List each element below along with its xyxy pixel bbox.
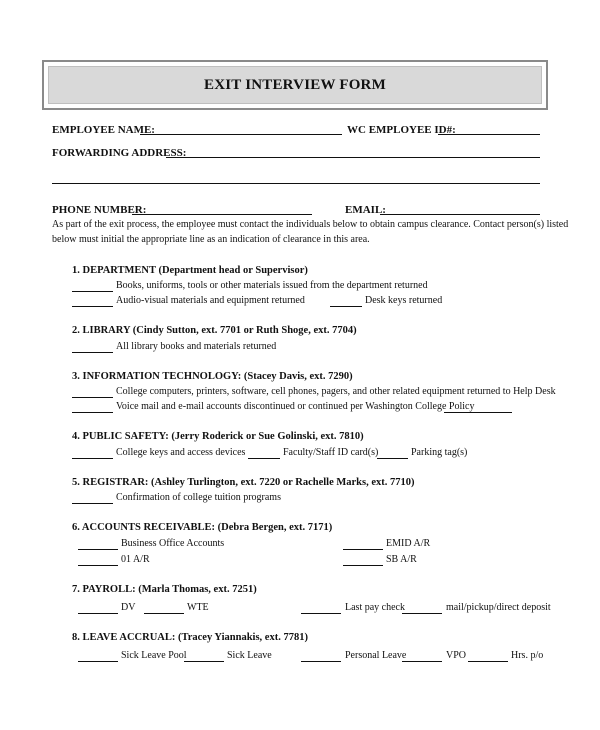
- public-safety-initial-line-1[interactable]: [72, 458, 113, 459]
- email-field[interactable]: [380, 214, 540, 215]
- department-initial-line-3[interactable]: [330, 306, 362, 307]
- registrar-heading: 5. REGISTRAR: (Ashley Turlington, ext. 7220 or Rachelle Marks, ext. 7710): [72, 477, 415, 488]
- department-initial-line-1[interactable]: [72, 291, 113, 292]
- phone-number-label: PHONE NUMBER:: [52, 204, 147, 216]
- it-heading: 3. INFORMATION TECHNOLOGY: (Stacey Davis, ext. 7290): [72, 371, 353, 382]
- department-item-3: Desk keys returned: [365, 295, 443, 306]
- payroll-initial-line-3[interactable]: [301, 613, 341, 614]
- forwarding-address-label: FORWARDING ADDRESS:: [52, 147, 187, 159]
- phone-number-field[interactable]: [132, 214, 312, 215]
- it-item-2: Voice mail and e-mail accounts discontinued or continued per Washington College Policy: [116, 401, 475, 412]
- instructions-line-2: below must initial the appropriate line as an indication of clearance in this area.: [52, 234, 370, 245]
- leave-item-1: Sick Leave Pool: [121, 650, 187, 661]
- wc-employee-id-label: WC EMPLOYEE ID#:: [347, 124, 456, 136]
- department-heading: 1. DEPARTMENT (Department head or Supervisor): [72, 265, 308, 276]
- accounts-item-1: Business Office Accounts: [121, 538, 225, 549]
- accounts-item-2: EMID A/R: [386, 538, 431, 549]
- it-initial-line-1[interactable]: [72, 397, 113, 398]
- payroll-item-3: Last pay check: [345, 602, 405, 613]
- leave-item-4: VPO: [446, 650, 467, 661]
- department-item-1: Books, uniforms, tools or other materials issued from the department returned: [116, 280, 428, 291]
- leave-initial-line-3[interactable]: [301, 661, 341, 662]
- leave-initial-line-2[interactable]: [184, 661, 224, 662]
- payroll-initial-line-4[interactable]: [402, 613, 442, 614]
- leave-heading: 8. LEAVE ACCRUAL: (Tracey Yiannakis, ext. 7781): [72, 632, 308, 643]
- public-safety-item-3: Parking tag(s): [411, 447, 468, 458]
- registrar-initial-line-1[interactable]: [72, 503, 113, 504]
- payroll-heading: 7. PAYROLL: (Marla Thomas, ext. 7251): [72, 584, 257, 595]
- public-safety-item-1: College keys and access devices: [116, 447, 246, 458]
- public-safety-heading: 4. PUBLIC SAFETY: (Jerry Roderick or Sue Golinski, ext. 7810): [72, 431, 364, 442]
- payroll-initial-line-1[interactable]: [78, 613, 118, 614]
- payroll-item-2: WTE: [187, 602, 209, 613]
- forwarding-address-field[interactable]: [166, 157, 540, 158]
- leave-initial-line-4[interactable]: [402, 661, 442, 662]
- leave-item-2: Sick Leave: [227, 650, 272, 661]
- it-policy-line[interactable]: [444, 412, 512, 413]
- it-initial-line-2[interactable]: [72, 412, 113, 413]
- accounts-initial-line-2[interactable]: [343, 549, 383, 550]
- payroll-initial-line-2[interactable]: [144, 613, 184, 614]
- library-item-1: All library books and materials returned: [116, 341, 277, 352]
- library-heading: 2. LIBRARY (Cindy Sutton, ext. 7701 or Ruth Shoge, ext. 7704): [72, 325, 357, 336]
- registrar-item-1: Confirmation of college tuition programs: [116, 492, 281, 503]
- accounts-item-3: 01 A/R: [121, 554, 150, 565]
- leave-item-5: Hrs. p/o: [511, 650, 544, 661]
- payroll-item-1: DV: [121, 602, 136, 613]
- leave-initial-line-5[interactable]: [468, 661, 508, 662]
- accounts-initial-line-3[interactable]: [78, 565, 118, 566]
- title-box: [42, 60, 548, 110]
- accounts-heading: 6. ACCOUNTS RECEIVABLE: (Debra Bergen, ext. 7171): [72, 522, 333, 533]
- email-label: EMAIL:: [345, 204, 386, 216]
- employee-name-label: EMPLOYEE NAME:: [52, 124, 155, 136]
- accounts-initial-line-4[interactable]: [343, 565, 383, 566]
- employee-name-field[interactable]: [140, 134, 342, 135]
- department-item-2: Audio-visual materials and equipment returned: [116, 295, 305, 306]
- leave-initial-line-1[interactable]: [78, 661, 118, 662]
- library-initial-line-1[interactable]: [72, 352, 113, 353]
- forwarding-address-field-2[interactable]: [52, 183, 540, 184]
- accounts-item-4: SB A/R: [386, 554, 417, 565]
- payroll-item-4: mail/pickup/direct deposit: [446, 602, 551, 613]
- accounts-initial-line-1[interactable]: [78, 549, 118, 550]
- form-title: EXIT INTERVIEW FORM: [48, 66, 542, 104]
- leave-item-3: Personal Leave: [345, 650, 407, 661]
- instructions-line-1: As part of the exit process, the employee must contact the individuals below to obtain campus clearance. Contact person(s) listed: [52, 219, 569, 230]
- it-item-1: College computers, printers, software, cell phones, pagers, and other related equipment returned to Help Desk: [116, 386, 556, 397]
- public-safety-item-2: Faculty/Staff ID card(s): [283, 447, 379, 458]
- public-safety-initial-line-3[interactable]: [377, 458, 408, 459]
- public-safety-initial-line-2[interactable]: [248, 458, 280, 459]
- department-initial-line-2[interactable]: [72, 306, 113, 307]
- wc-employee-id-field[interactable]: [438, 134, 540, 135]
